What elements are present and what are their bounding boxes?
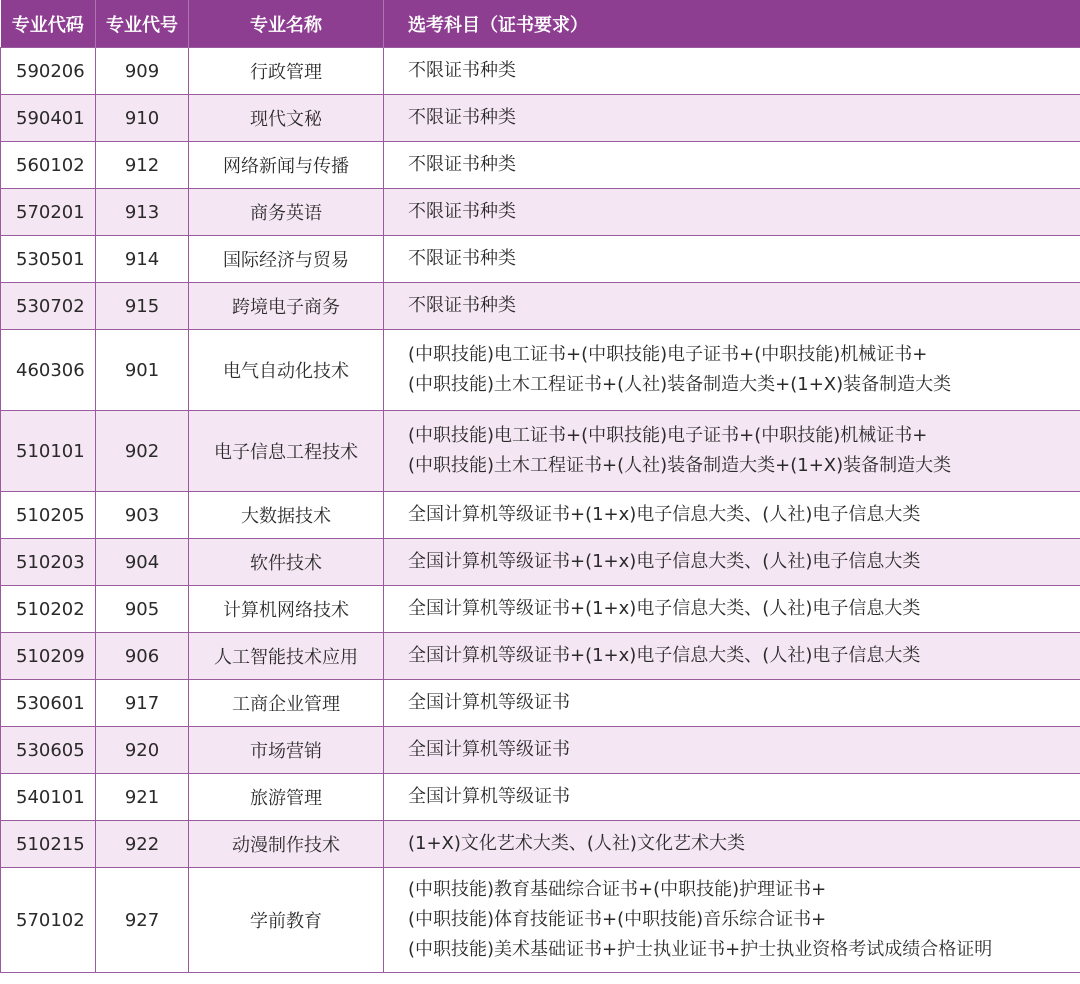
cell-code: 530605 <box>1 727 96 774</box>
cell-code: 530501 <box>1 236 96 283</box>
cell-code: 530601 <box>1 680 96 727</box>
table-body <box>1 48 1080 973</box>
table-row <box>1 868 1080 973</box>
table-row <box>1 821 1080 868</box>
subject-line: 不限证书种类 <box>408 107 516 128</box>
cell-number: 915 <box>96 283 189 330</box>
cell-subjects <box>384 95 1080 142</box>
cell-name: 现代文秘 <box>189 95 384 142</box>
cell-code: 560102 <box>1 142 96 189</box>
cell-name: 电子信息工程技术 <box>189 411 384 492</box>
cell-code: 570201 <box>1 189 96 236</box>
cell-subjects <box>384 727 1080 774</box>
table-row <box>1 727 1080 774</box>
cell-number: 912 <box>96 142 189 189</box>
table-row <box>1 283 1080 330</box>
table-row <box>1 411 1080 492</box>
subject-line: (中职技能)美术基础证书+护士执业证书+护士执业资格考试成绩合格证明 <box>408 939 993 960</box>
subject-line: 不限证书种类 <box>408 248 516 269</box>
subject-line: 全国计算机等级证书 <box>408 739 570 760</box>
cell-subjects <box>384 492 1080 539</box>
table-row <box>1 95 1080 142</box>
subject-line: (中职技能)电工证书+(中职技能)电子证书+(中职技能)机械证书+ <box>408 344 928 365</box>
cell-code: 510209 <box>1 633 96 680</box>
cell-number: 921 <box>96 774 189 821</box>
cell-number: 906 <box>96 633 189 680</box>
subject-line: (中职技能)教育基础综合证书+(中职技能)护理证书+ <box>408 879 827 900</box>
cell-subjects <box>384 633 1080 680</box>
table-row <box>1 774 1080 821</box>
table-header <box>1 0 1080 48</box>
subject-line: (中职技能)土木工程证书+(人社)装备制造大类+(1+X)装备制造大类 <box>408 374 952 395</box>
cell-name: 计算机网络技术 <box>189 586 384 633</box>
table-row <box>1 330 1080 411</box>
table-row <box>1 586 1080 633</box>
cell-name: 旅游管理 <box>189 774 384 821</box>
cell-number: 901 <box>96 330 189 411</box>
cell-subjects <box>384 539 1080 586</box>
cell-number: 902 <box>96 411 189 492</box>
table-row <box>1 48 1080 95</box>
subject-line: (中职技能)体育技能证书+(中职技能)音乐综合证书+ <box>408 909 827 930</box>
cell-code: 540101 <box>1 774 96 821</box>
cell-name: 跨境电子商务 <box>189 283 384 330</box>
cell-code: 590401 <box>1 95 96 142</box>
header-code: 专业代码 <box>1 0 96 48</box>
table-row <box>1 633 1080 680</box>
cell-name: 国际经济与贸易 <box>189 236 384 283</box>
cell-subjects <box>384 330 1080 411</box>
cell-code: 510202 <box>1 586 96 633</box>
cell-subjects <box>384 680 1080 727</box>
cell-name: 软件技术 <box>189 539 384 586</box>
cell-number: 905 <box>96 586 189 633</box>
cell-code: 530702 <box>1 283 96 330</box>
subject-line: 不限证书种类 <box>408 295 516 316</box>
subject-line: 全国计算机等级证书 <box>408 786 570 807</box>
cell-code: 510203 <box>1 539 96 586</box>
cell-number: 913 <box>96 189 189 236</box>
cell-name: 大数据技术 <box>189 492 384 539</box>
cell-subjects <box>384 821 1080 868</box>
cell-number: 927 <box>96 868 189 973</box>
cell-subjects <box>384 774 1080 821</box>
cell-name: 工商企业管理 <box>189 680 384 727</box>
cell-subjects <box>384 48 1080 95</box>
cell-subjects <box>384 868 1080 973</box>
cell-subjects <box>384 142 1080 189</box>
cell-number: 922 <box>96 821 189 868</box>
cell-code: 510101 <box>1 411 96 492</box>
cell-name: 动漫制作技术 <box>189 821 384 868</box>
table-row <box>1 680 1080 727</box>
cell-subjects <box>384 283 1080 330</box>
cell-subjects <box>384 236 1080 283</box>
header-number: 专业代号 <box>96 0 189 48</box>
cell-name: 行政管理 <box>189 48 384 95</box>
subject-line: 全国计算机等级证书+(1+x)电子信息大类、(人社)电子信息大类 <box>408 504 921 525</box>
cell-name: 商务英语 <box>189 189 384 236</box>
cell-name: 电气自动化技术 <box>189 330 384 411</box>
cell-number: 920 <box>96 727 189 774</box>
subject-line: 不限证书种类 <box>408 201 516 222</box>
subject-line: 全国计算机等级证书 <box>408 692 570 713</box>
cell-number: 917 <box>96 680 189 727</box>
table-row <box>1 236 1080 283</box>
cell-code: 460306 <box>1 330 96 411</box>
cell-number: 910 <box>96 95 189 142</box>
cell-number: 903 <box>96 492 189 539</box>
subject-line: 全国计算机等级证书+(1+x)电子信息大类、(人社)电子信息大类 <box>408 598 921 619</box>
cell-name: 人工智能技术应用 <box>189 633 384 680</box>
subject-line: (中职技能)土木工程证书+(人社)装备制造大类+(1+X)装备制造大类 <box>408 455 952 476</box>
cell-name: 学前教育 <box>189 868 384 973</box>
cell-code: 590206 <box>1 48 96 95</box>
subject-line: 不限证书种类 <box>408 60 516 81</box>
subject-line: 全国计算机等级证书+(1+x)电子信息大类、(人社)电子信息大类 <box>408 551 921 572</box>
cell-number: 909 <box>96 48 189 95</box>
cell-number: 914 <box>96 236 189 283</box>
header-name: 专业名称 <box>189 0 384 48</box>
subject-line: 全国计算机等级证书+(1+x)电子信息大类、(人社)电子信息大类 <box>408 645 921 666</box>
table-row <box>1 539 1080 586</box>
header-subjects: 选考科目（证书要求） <box>384 0 1080 48</box>
table-row <box>1 189 1080 236</box>
table-row <box>1 492 1080 539</box>
subject-line: (中职技能)电工证书+(中职技能)电子证书+(中职技能)机械证书+ <box>408 425 928 446</box>
cell-subjects <box>384 189 1080 236</box>
cell-name: 网络新闻与传播 <box>189 142 384 189</box>
cell-name: 市场营销 <box>189 727 384 774</box>
header-row <box>1 0 1080 48</box>
subject-line: 不限证书种类 <box>408 154 516 175</box>
cell-code: 510205 <box>1 492 96 539</box>
table-row <box>1 142 1080 189</box>
cell-number: 904 <box>96 539 189 586</box>
subject-line: (1+X)文化艺术大类、(人社)文化艺术大类 <box>408 833 745 854</box>
cell-subjects <box>384 411 1080 492</box>
cell-subjects <box>384 586 1080 633</box>
cell-code: 510215 <box>1 821 96 868</box>
cell-code: 570102 <box>1 868 96 973</box>
